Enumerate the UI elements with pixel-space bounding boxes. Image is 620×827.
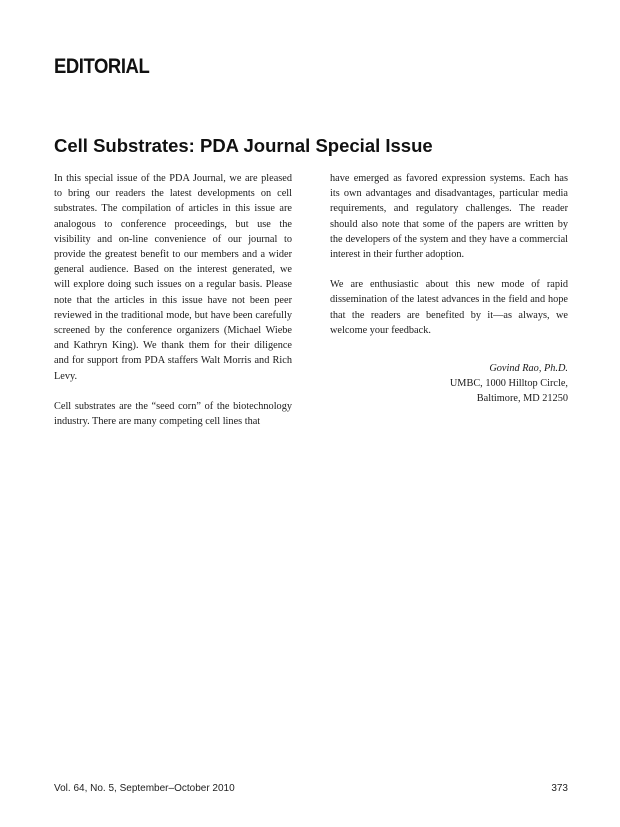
paragraph-intro: In this special issue of the PDA Journal, we are pleased to bring our readers the latest developments on cell substrates. The compilation of articles in this issue are analogous to conference proceedings, but use the visibility and on-line convenience of our journal to provide the greatest benefit to our members and a wider general audience. Based on the interest generated, we will explore doing such issues on a regular basis. Please note that the articles in this issue have not been peer reviewed in the traditional mode, but have been carefully screened by the conference organizers (Michael Wiebe and Kathryn King). We thank them for their diligence and for support from PDA staffers Walt Morris and Rich Levy.: [54, 173, 292, 382]
paragraph-enthusiastic: We are enthusiastic about this new mode of rapid dissemination of the latest advances in the field and hope that the readers are benefited by it—as always, we welcome your feedback.: [330, 279, 568, 336]
author-address-line1: UMBC, 1000 Hilltop Circle,: [449, 378, 568, 390]
article-title: Cell Substrates: PDA Journal Special Issue: [54, 135, 433, 156]
signature-block: [330, 361, 568, 407]
paragraph-cell-substrates: Cell substrates are the “seed corn” of the biotechnology industry. There are many competing cell lines that: [54, 400, 292, 428]
paragraph-expression-systems: have emerged as favored expression systems. Each has its own advantages and disadvantages, particular media requirements, and regulatory challenges. The reader should also note that some of the papers are written by the developers of the system and they have a commercial interest in their further adoption.: [330, 173, 568, 261]
left-column: [54, 171, 292, 444]
page-number: 373: [551, 783, 568, 794]
journal-issue-info: Vol. 64, No. 5, September–October 2010: [54, 783, 235, 794]
author-name: Govind Rao, Ph.D.: [489, 363, 568, 375]
section-label: EDITORIAL: [54, 55, 150, 78]
right-column: [330, 171, 568, 407]
author-address-line2: Baltimore, MD 21250: [476, 393, 568, 405]
